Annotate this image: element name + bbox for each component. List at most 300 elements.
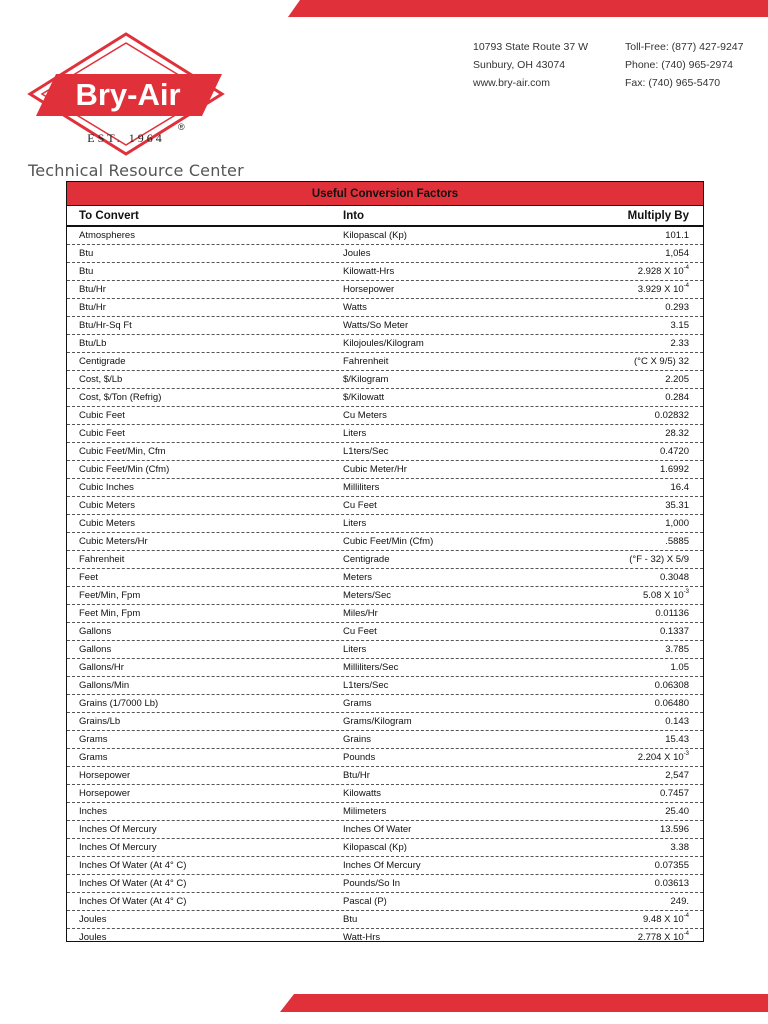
cell-to-convert-text: Horsepower — [79, 770, 131, 781]
table-row — [67, 515, 703, 533]
header-to-convert: To Convert — [79, 210, 139, 222]
cell-to-convert-text: Grams — [79, 734, 108, 745]
fax-number: Fax: (740) 965-5470 — [625, 77, 721, 89]
cell-to-convert-text: Joules — [79, 932, 107, 943]
cell-into — [331, 767, 521, 784]
logo-est-text: EST. 1964 — [87, 131, 165, 145]
table-row — [67, 569, 703, 587]
cell-into — [331, 479, 521, 496]
cell-into — [331, 299, 521, 316]
cell-multiply-by-text: 0.06480 — [654, 698, 689, 709]
cell-into — [331, 677, 521, 694]
cell-to-convert — [67, 605, 331, 622]
table-row — [67, 371, 703, 389]
cell-into-text: Joules — [343, 248, 371, 259]
address-block — [473, 38, 588, 92]
exponent: -4 — [683, 265, 689, 271]
cell-to-convert-text: Gallons/Hr — [79, 662, 124, 673]
cell-into-text: Kilowatt-Hrs — [343, 266, 395, 277]
cell-to-convert-text: Cost, $/Ton (Refrig) — [79, 392, 162, 403]
table-row — [67, 695, 703, 713]
cell-to-convert-text: Inches Of Mercury — [79, 842, 157, 853]
cell-into-text: Watts — [343, 302, 367, 313]
table-row — [67, 803, 703, 821]
cell-to-convert-text: Cubic Feet — [79, 428, 125, 439]
cell-to-convert-text: Horsepower — [79, 788, 131, 799]
table-row — [67, 533, 703, 551]
cell-multiply-by — [521, 695, 703, 712]
cell-into — [331, 605, 521, 622]
cell-to-convert-text: Inches Of Mercury — [79, 824, 157, 835]
table-caption: Useful Conversion Factors — [67, 182, 703, 206]
cell-multiply-by — [521, 479, 703, 496]
conversion-table — [66, 181, 704, 942]
cell-to-convert — [67, 857, 331, 874]
cell-into — [331, 515, 521, 532]
cell-to-convert — [67, 299, 331, 316]
cell-multiply-by — [521, 929, 703, 947]
cell-to-convert-text: Btu — [79, 248, 94, 259]
cell-into-text: L1ters/Sec — [343, 446, 389, 457]
cell-multiply-by-text: 1,000 — [665, 518, 689, 529]
phone-number: Phone: (740) 965-2974 — [625, 59, 733, 71]
cell-into — [331, 713, 521, 730]
cell-to-convert-text: Btu/Lb — [79, 338, 107, 349]
cell-into — [331, 551, 521, 568]
cell-into-text: Meters/Sec — [343, 590, 392, 601]
cell-to-convert-text: Cost, $/Lb — [79, 374, 123, 385]
cell-multiply-by — [521, 857, 703, 874]
website-link[interactable]: www.bry-air.com — [473, 77, 551, 89]
cell-multiply-by — [521, 623, 703, 640]
cell-into — [331, 641, 521, 658]
cell-into — [331, 929, 521, 947]
cell-to-convert — [67, 263, 331, 280]
table-row — [67, 245, 703, 263]
cell-into — [331, 659, 521, 676]
cell-multiply-by-text: 3.38 — [670, 842, 689, 853]
table-row — [67, 839, 703, 857]
cell-to-convert-text: Btu/Hr — [79, 302, 106, 313]
table-row — [67, 731, 703, 749]
cell-multiply-by — [521, 335, 703, 352]
cell-into-text: Pounds/So In — [343, 878, 401, 889]
table-row — [67, 623, 703, 641]
cell-to-convert-text: Feet — [79, 572, 99, 583]
cell-to-convert-text: Grains/Lb — [79, 716, 121, 727]
cell-into — [331, 461, 521, 478]
cell-multiply-by-text: 1.05 — [670, 662, 689, 673]
cell-multiply-by — [521, 533, 703, 550]
table-row — [67, 659, 703, 677]
cell-to-convert — [67, 803, 331, 820]
exponent: -3 — [683, 589, 689, 595]
cell-multiply-by — [521, 299, 703, 316]
cell-to-convert — [67, 821, 331, 838]
exponent: -4 — [683, 283, 689, 289]
cell-to-convert-text: Feet/Min, Fpm — [79, 590, 141, 601]
cell-multiply-by-text: 0.293 — [665, 302, 689, 313]
logo-registered-mark: ® — [178, 122, 185, 132]
cell-into-text: Liters — [343, 644, 367, 655]
cell-multiply-by — [521, 407, 703, 424]
cell-to-convert — [67, 587, 331, 604]
cell-into-text: Grams — [343, 698, 372, 709]
table-body — [67, 227, 703, 947]
cell-into-text: Grams/Kilogram — [343, 716, 412, 727]
cell-into — [331, 281, 521, 298]
cell-multiply-by — [521, 281, 703, 298]
cell-to-convert-text: Joules — [79, 914, 107, 925]
bry-air-logo — [26, 30, 226, 158]
cell-multiply-by — [521, 893, 703, 910]
cell-into-text: Meters — [343, 572, 373, 583]
cell-into — [331, 695, 521, 712]
cell-into — [331, 317, 521, 334]
cell-multiply-by — [521, 803, 703, 820]
cell-into-text: Cu Feet — [343, 500, 377, 511]
cell-to-convert-text: Cubic Inches — [79, 482, 134, 493]
cell-to-convert — [67, 731, 331, 748]
cell-into — [331, 893, 521, 910]
address-line-1: 10793 State Route 37 W — [473, 41, 588, 53]
cell-multiply-by-text: 2,547 — [665, 770, 689, 781]
cell-multiply-by — [521, 587, 703, 604]
cell-into — [331, 839, 521, 856]
cell-into-text: Kilowatts — [343, 788, 382, 799]
cell-multiply-by — [521, 713, 703, 730]
cell-into-text: Btu — [343, 914, 358, 925]
table-row — [67, 893, 703, 911]
cell-multiply-by-text: 0.1337 — [659, 626, 689, 637]
cell-multiply-by-text: 1,054 — [665, 248, 689, 259]
cell-multiply-by-text: 101.1 — [665, 230, 689, 241]
table-row — [67, 911, 703, 929]
table-row — [67, 875, 703, 893]
table-row — [67, 929, 703, 947]
table-row — [67, 677, 703, 695]
cell-to-convert-text: Fahrenheit — [79, 554, 125, 565]
cell-to-convert — [67, 389, 331, 406]
cell-multiply-by-text: 5.08 X 10 — [642, 590, 684, 601]
table-row — [67, 749, 703, 767]
cell-multiply-by — [521, 785, 703, 802]
cell-to-convert-text: Cubic Meters/Hr — [79, 536, 148, 547]
cell-to-convert-text: Cubic Meters — [79, 500, 135, 511]
table-row — [67, 497, 703, 515]
cell-into — [331, 803, 521, 820]
cell-multiply-by-text: 2.33 — [670, 338, 689, 349]
cell-into-text: Cu Meters — [343, 410, 387, 421]
cell-multiply-by-text: 25.40 — [665, 806, 689, 817]
cell-into — [331, 497, 521, 514]
table-row — [67, 713, 703, 731]
cell-multiply-by-text: 1.6992 — [659, 464, 689, 475]
cell-multiply-by — [521, 317, 703, 334]
cell-into-text: Fahrenheit — [343, 356, 389, 367]
table-row — [67, 785, 703, 803]
cell-to-convert — [67, 929, 331, 947]
cell-to-convert-text: Gallons — [79, 626, 112, 637]
cell-to-convert — [67, 713, 331, 730]
cell-multiply-by — [521, 605, 703, 622]
cell-to-convert-text: Gallons/Min — [79, 680, 130, 691]
cell-into-text: Watts/So Meter — [343, 320, 409, 331]
cell-to-convert — [67, 623, 331, 640]
cell-to-convert — [67, 443, 331, 460]
phone-block — [625, 38, 743, 92]
cell-multiply-by — [521, 425, 703, 442]
logo-brand-text: Bry-Air — [75, 77, 181, 112]
top-accent-band — [288, 0, 768, 17]
cell-multiply-by-text: 0.7457 — [659, 788, 689, 799]
table-row — [67, 821, 703, 839]
cell-into-text: Miles/Hr — [343, 608, 378, 619]
cell-to-convert — [67, 551, 331, 568]
table-row — [67, 479, 703, 497]
cell-multiply-by-text: 16.4 — [670, 482, 689, 493]
cell-multiply-by — [521, 659, 703, 676]
cell-multiply-by-text: 3.929 X 10 — [637, 284, 684, 295]
cell-into — [331, 821, 521, 838]
cell-to-convert-text: Feet Min, Fpm — [79, 608, 141, 619]
cell-multiply-by — [521, 821, 703, 838]
cell-into-text: Grains — [343, 734, 371, 745]
cell-multiply-by — [521, 551, 703, 568]
header-into: Into — [343, 210, 365, 222]
cell-to-convert-text: Inches Of Water (At 4° C) — [79, 878, 187, 889]
cell-multiply-by-text: 3.15 — [670, 320, 689, 331]
cell-into — [331, 731, 521, 748]
cell-into — [331, 353, 521, 370]
cell-to-convert — [67, 461, 331, 478]
cell-multiply-by — [521, 749, 703, 766]
tagline: Technical Resource Center — [28, 161, 244, 180]
cell-to-convert — [67, 425, 331, 442]
cell-to-convert — [67, 875, 331, 892]
cell-multiply-by-text: 0.06308 — [654, 680, 689, 691]
cell-multiply-by-text: 35.31 — [665, 500, 689, 511]
cell-to-convert — [67, 245, 331, 262]
cell-to-convert — [67, 371, 331, 388]
cell-into — [331, 389, 521, 406]
cell-multiply-by-text: 0.143 — [665, 716, 689, 727]
cell-multiply-by-text: .5885 — [665, 536, 689, 547]
cell-multiply-by — [521, 497, 703, 514]
cell-into-text: Horsepower — [343, 284, 395, 295]
cell-multiply-by-text: 2.928 X 10 — [637, 266, 684, 277]
cell-multiply-by — [521, 677, 703, 694]
cell-to-convert-text: Btu/Hr — [79, 284, 106, 295]
cell-into — [331, 587, 521, 604]
cell-multiply-by — [521, 371, 703, 388]
cell-multiply-by — [521, 461, 703, 478]
cell-to-convert-text: Gallons — [79, 644, 112, 655]
cell-multiply-by — [521, 641, 703, 658]
cell-multiply-by-text: 2.205 — [665, 374, 689, 385]
table-row — [67, 425, 703, 443]
cell-into — [331, 425, 521, 442]
cell-multiply-by-text: 249. — [670, 896, 689, 907]
cell-to-convert — [67, 353, 331, 370]
cell-multiply-by — [521, 731, 703, 748]
cell-into-text: Kilopascal (Kp) — [343, 842, 407, 853]
exponent: -4 — [683, 913, 689, 919]
table-row — [67, 317, 703, 335]
cell-into-text: Liters — [343, 518, 367, 529]
cell-to-convert — [67, 911, 331, 928]
cell-multiply-by — [521, 245, 703, 262]
table-row — [67, 767, 703, 785]
exponent: -4 — [683, 931, 689, 937]
cell-multiply-by-text: 9.48 X 10 — [642, 914, 684, 925]
cell-multiply-by — [521, 389, 703, 406]
cell-into-text: Cubic Feet/Min (Cfm) — [343, 536, 434, 547]
cell-multiply-by-text: 0.03613 — [654, 878, 689, 889]
table-row — [67, 263, 703, 281]
cell-into — [331, 623, 521, 640]
cell-into-text: Kilojoules/Kilogram — [343, 338, 424, 349]
cell-multiply-by-text: 0.02832 — [654, 410, 689, 421]
cell-into — [331, 443, 521, 460]
cell-into-text: Cu Feet — [343, 626, 377, 637]
exponent: -3 — [683, 751, 689, 757]
cell-to-convert-text: Atmospheres — [79, 230, 135, 241]
cell-to-convert — [67, 767, 331, 784]
cell-to-convert — [67, 839, 331, 856]
cell-multiply-by-text: 2.204 X 10 — [637, 752, 684, 763]
cell-into-text: Milliliters — [343, 482, 380, 493]
cell-multiply-by-text: 0.07355 — [654, 860, 689, 871]
cell-into-text: $/Kilogram — [343, 374, 389, 385]
table-row — [67, 299, 703, 317]
cell-multiply-by-text: 0.01136 — [655, 608, 689, 619]
cell-into — [331, 857, 521, 874]
cell-to-convert — [67, 785, 331, 802]
address-line-2: Sunbury, OH 43074 — [473, 59, 566, 71]
cell-to-convert — [67, 641, 331, 658]
table-row — [67, 227, 703, 245]
cell-to-convert — [67, 317, 331, 334]
cell-to-convert — [67, 479, 331, 496]
cell-multiply-by — [521, 515, 703, 532]
cell-into-text: Milliliters/Sec — [343, 662, 399, 673]
cell-to-convert — [67, 515, 331, 532]
cell-to-convert — [67, 533, 331, 550]
cell-multiply-by — [521, 875, 703, 892]
cell-into — [331, 785, 521, 802]
cell-into-text: Cubic Meter/Hr — [343, 464, 407, 475]
cell-multiply-by — [521, 263, 703, 280]
cell-into — [331, 371, 521, 388]
cell-to-convert-text: Grains (1/7000 Lb) — [79, 698, 159, 709]
cell-to-convert — [67, 659, 331, 676]
table-header-row — [67, 206, 703, 227]
toll-free-number: Toll-Free: (877) 427-9247 — [625, 41, 744, 53]
cell-into-text: Btu/Hr — [343, 770, 370, 781]
cell-to-convert-text: Centigrade — [79, 356, 126, 367]
table-row — [67, 353, 703, 371]
table-row — [67, 605, 703, 623]
cell-multiply-by-text: 0.284 — [665, 392, 689, 403]
cell-into-text: Liters — [343, 428, 367, 439]
table-row — [67, 551, 703, 569]
cell-to-convert — [67, 677, 331, 694]
table-row — [67, 461, 703, 479]
cell-to-convert — [67, 497, 331, 514]
cell-into-text: Watt-Hrs — [343, 932, 381, 943]
cell-into-text: Pounds — [343, 752, 376, 763]
table-row — [67, 389, 703, 407]
cell-into — [331, 407, 521, 424]
cell-to-convert-text: Cubic Feet/Min (Cfm) — [79, 464, 170, 475]
cell-to-convert — [67, 749, 331, 766]
cell-multiply-by — [521, 569, 703, 586]
cell-to-convert — [67, 893, 331, 910]
cell-into-text: Inches Of Water — [343, 824, 412, 835]
cell-multiply-by-text: (°C X 9/5) 32 — [633, 356, 689, 367]
cell-into — [331, 749, 521, 766]
cell-multiply-by — [521, 227, 703, 244]
header-multiply-by: Multiply By — [627, 210, 689, 222]
cell-to-convert-text: Cubic Feet — [79, 410, 125, 421]
cell-to-convert-text: Inches Of Water (At 4° C) — [79, 860, 187, 871]
table-row — [67, 443, 703, 461]
cell-multiply-by-text: 0.3048 — [659, 572, 689, 583]
table-row — [67, 857, 703, 875]
cell-into-text: L1ters/Sec — [343, 680, 389, 691]
cell-to-convert-text: Grams — [79, 752, 108, 763]
cell-to-convert-text: Cubic Feet/Min, Cfm — [79, 446, 166, 457]
cell-into-text: $/Kilowatt — [343, 392, 385, 403]
cell-multiply-by — [521, 767, 703, 784]
cell-multiply-by — [521, 443, 703, 460]
cell-into — [331, 569, 521, 586]
cell-to-convert-text: Btu/Hr-Sq Ft — [79, 320, 132, 331]
cell-multiply-by-text: 3.785 — [665, 644, 689, 655]
cell-multiply-by-text: 0.4720 — [659, 446, 689, 457]
bottom-accent-band — [280, 994, 768, 1012]
table-row — [67, 641, 703, 659]
cell-into-text: Kilopascal (Kp) — [343, 230, 407, 241]
cell-multiply-by-text: 2.778 X 10 — [637, 932, 684, 943]
cell-multiply-by-text: (°F - 32) X 5/9 — [629, 554, 689, 565]
table-row — [67, 587, 703, 605]
cell-multiply-by — [521, 839, 703, 856]
cell-multiply-by — [521, 353, 703, 370]
cell-to-convert — [67, 227, 331, 244]
cell-to-convert-text: Inches — [79, 806, 107, 817]
cell-into-text: Centigrade — [343, 554, 390, 565]
cell-into — [331, 875, 521, 892]
table-row — [67, 335, 703, 353]
cell-to-convert — [67, 281, 331, 298]
cell-multiply-by-text: 15.43 — [665, 734, 689, 745]
cell-into-text: Pascal (P) — [343, 896, 387, 907]
cell-to-convert — [67, 335, 331, 352]
cell-into — [331, 245, 521, 262]
cell-to-convert — [67, 695, 331, 712]
cell-into-text: Milimeters — [343, 806, 387, 817]
cell-into — [331, 335, 521, 352]
cell-multiply-by — [521, 911, 703, 928]
cell-to-convert-text: Cubic Meters — [79, 518, 135, 529]
cell-into — [331, 533, 521, 550]
cell-to-convert — [67, 569, 331, 586]
cell-to-convert-text: Inches Of Water (At 4° C) — [79, 896, 187, 907]
cell-multiply-by-text: 13.596 — [659, 824, 689, 835]
cell-into-text: Inches Of Mercury — [343, 860, 421, 871]
